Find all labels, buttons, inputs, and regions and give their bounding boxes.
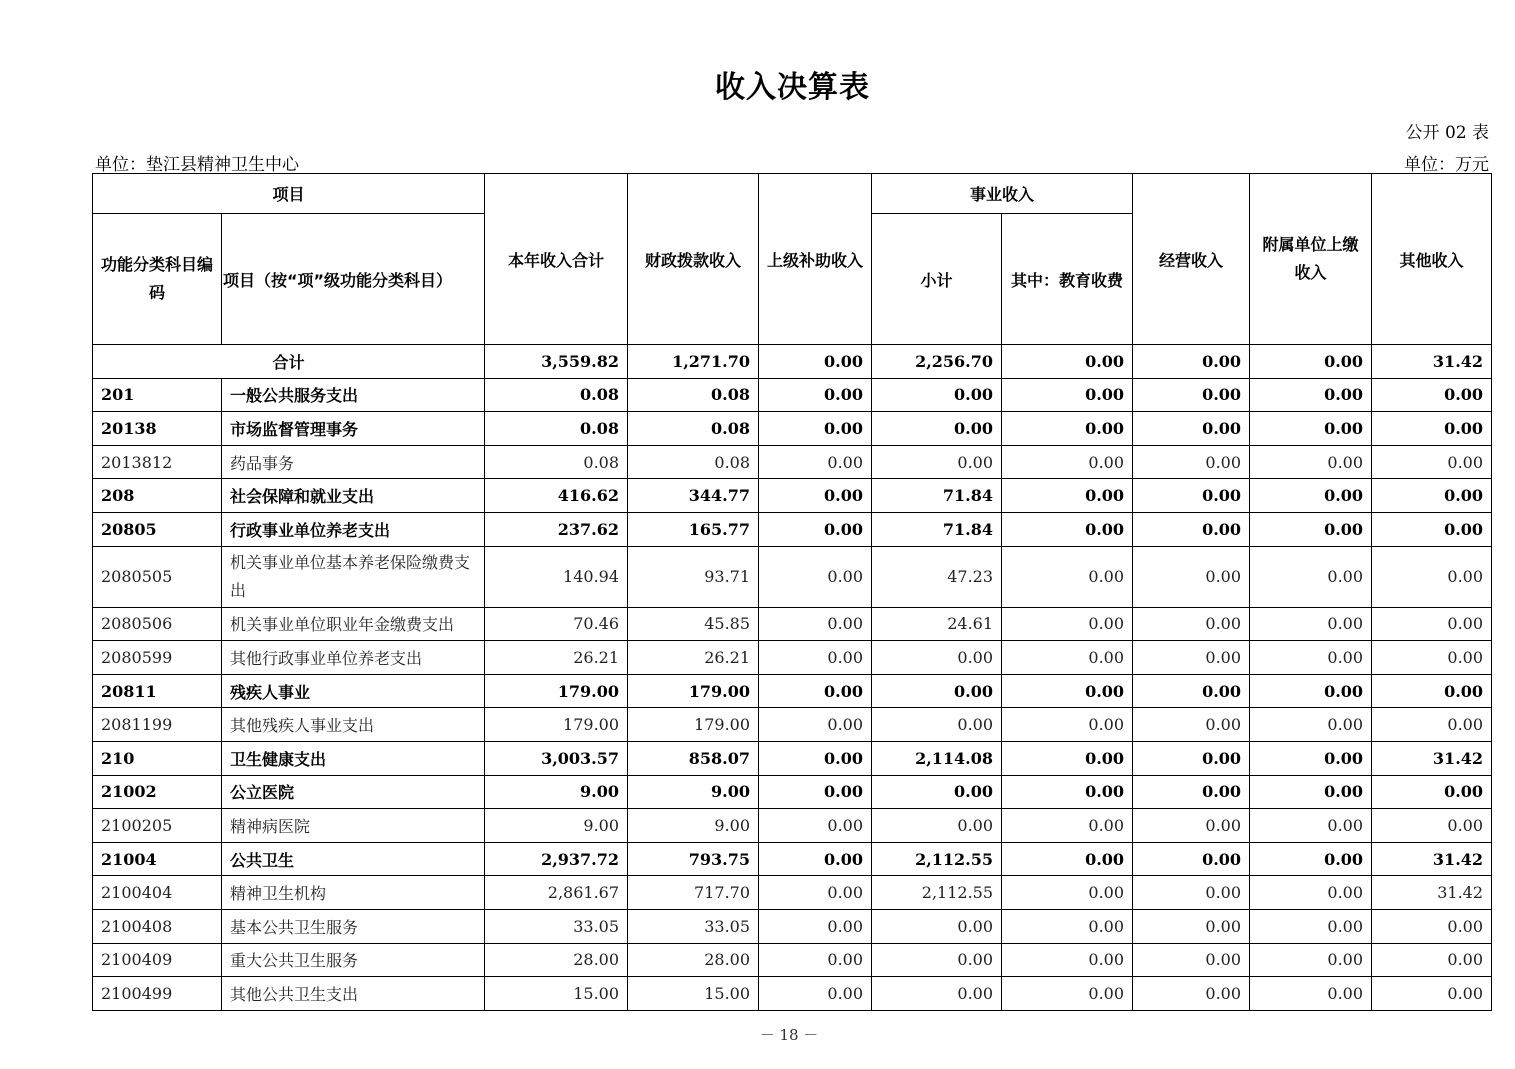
row-value: 0.00 xyxy=(1133,546,1250,607)
row-value: 0.00 xyxy=(872,412,1002,446)
row-value: 0.00 xyxy=(872,708,1002,742)
row-value: 28.00 xyxy=(485,943,628,977)
total-cell: 2,256.70 xyxy=(872,345,1002,379)
table-body xyxy=(93,345,1492,1011)
row-value: 0.00 xyxy=(1372,607,1492,641)
row-value: 0.00 xyxy=(872,943,1002,977)
row-value: 344.77 xyxy=(628,479,759,513)
row-value: 0.00 xyxy=(1002,412,1133,446)
header-project-name: 项目（按“项”级功能分类科目） xyxy=(222,214,485,345)
row-name: 一般公共服务支出 xyxy=(222,378,485,412)
row-name: 市场监督管理事务 xyxy=(222,412,485,446)
row-value: 0.00 xyxy=(1002,741,1133,775)
row-value: 0.00 xyxy=(1250,943,1372,977)
total-cell: 0.00 xyxy=(1133,345,1250,379)
row-name: 基本公共卫生服务 xyxy=(222,909,485,943)
table-row xyxy=(93,741,1492,775)
table-row xyxy=(93,977,1492,1011)
total-cell: 31.42 xyxy=(1372,345,1492,379)
row-value: 0.00 xyxy=(759,445,872,479)
row-value: 70.46 xyxy=(485,607,628,641)
row-value: 0.00 xyxy=(1002,876,1133,910)
row-value: 0.08 xyxy=(628,378,759,412)
row-value: 416.62 xyxy=(485,479,628,513)
row-value: 0.00 xyxy=(1133,641,1250,675)
row-code: 21002 xyxy=(93,775,222,809)
row-value: 0.00 xyxy=(1372,378,1492,412)
row-value: 0.00 xyxy=(1250,546,1372,607)
row-value: 0.00 xyxy=(1372,674,1492,708)
row-value: 0.00 xyxy=(1250,775,1372,809)
row-value: 2,112.55 xyxy=(872,842,1002,876)
table-row xyxy=(93,943,1492,977)
row-value: 31.42 xyxy=(1372,842,1492,876)
row-value: 0.00 xyxy=(1133,674,1250,708)
row-value: 0.00 xyxy=(1133,842,1250,876)
row-value: 0.00 xyxy=(1250,512,1372,546)
total-cell: 3,559.82 xyxy=(485,345,628,379)
row-value: 0.08 xyxy=(628,412,759,446)
row-value: 2,112.55 xyxy=(872,876,1002,910)
row-value: 0.00 xyxy=(759,977,872,1011)
row-value: 0.00 xyxy=(1250,641,1372,675)
row-code: 2080599 xyxy=(93,641,222,675)
row-value: 0.00 xyxy=(1250,708,1372,742)
table-row xyxy=(93,674,1492,708)
row-value: 0.00 xyxy=(1372,775,1492,809)
row-value: 9.00 xyxy=(628,775,759,809)
row-value: 47.23 xyxy=(872,546,1002,607)
row-value: 0.00 xyxy=(759,708,872,742)
row-value: 0.00 xyxy=(1372,445,1492,479)
row-code: 2100408 xyxy=(93,909,222,943)
currency-unit: 单位：万元 xyxy=(1404,155,1489,175)
row-value: 0.00 xyxy=(1002,479,1133,513)
row-value: 93.71 xyxy=(628,546,759,607)
row-name: 社会保障和就业支出 xyxy=(222,479,485,513)
row-value: 0.00 xyxy=(1372,708,1492,742)
row-value: 179.00 xyxy=(628,674,759,708)
row-value: 0.00 xyxy=(1002,445,1133,479)
row-value: 179.00 xyxy=(628,708,759,742)
row-name: 残疾人事业 xyxy=(222,674,485,708)
table-row xyxy=(93,378,1492,412)
row-value: 0.00 xyxy=(759,641,872,675)
header-total-income: 本年收入合计 xyxy=(485,174,628,345)
row-value: 15.00 xyxy=(628,977,759,1011)
table-row xyxy=(93,412,1492,446)
row-value: 0.00 xyxy=(1002,943,1133,977)
row-value: 0.00 xyxy=(759,512,872,546)
row-value: 45.85 xyxy=(628,607,759,641)
total-cell: 1,271.70 xyxy=(628,345,759,379)
row-value: 179.00 xyxy=(485,674,628,708)
total-row xyxy=(93,345,1492,379)
row-code: 2081199 xyxy=(93,708,222,742)
row-code: 2100499 xyxy=(93,977,222,1011)
row-name: 重大公共卫生服务 xyxy=(222,943,485,977)
row-value: 0.00 xyxy=(1133,775,1250,809)
page-title: 收入决算表 xyxy=(715,70,870,105)
row-name: 行政事业单位养老支出 xyxy=(222,512,485,546)
row-value: 0.00 xyxy=(872,378,1002,412)
row-value: 0.00 xyxy=(1372,977,1492,1011)
income-table xyxy=(92,173,1492,1011)
row-value: 0.00 xyxy=(1133,741,1250,775)
row-value: 0.00 xyxy=(1002,775,1133,809)
row-value: 31.42 xyxy=(1372,741,1492,775)
row-value: 179.00 xyxy=(485,708,628,742)
row-value: 0.00 xyxy=(1372,909,1492,943)
total-cell: 0.00 xyxy=(1002,345,1133,379)
row-value: 0.00 xyxy=(872,909,1002,943)
row-value: 0.00 xyxy=(759,775,872,809)
row-value: 0.00 xyxy=(1133,607,1250,641)
row-value: 0.00 xyxy=(1002,842,1133,876)
header-affiliate: 附属单位上缴收入 xyxy=(1250,174,1372,345)
row-value: 0.00 xyxy=(1250,479,1372,513)
row-value: 24.61 xyxy=(872,607,1002,641)
row-value: 0.00 xyxy=(1372,943,1492,977)
row-code: 201 xyxy=(93,378,222,412)
row-value: 0.00 xyxy=(1002,708,1133,742)
row-value: 0.00 xyxy=(1133,977,1250,1011)
header-project: 项目 xyxy=(93,174,485,214)
header-education-fee: 其中：教育收费 xyxy=(1002,214,1133,345)
table-row xyxy=(93,842,1492,876)
row-value: 0.00 xyxy=(1002,378,1133,412)
row-code: 208 xyxy=(93,479,222,513)
row-value: 2,114.08 xyxy=(872,741,1002,775)
row-value: 0.00 xyxy=(759,909,872,943)
row-code: 20805 xyxy=(93,512,222,546)
row-value: 9.00 xyxy=(485,809,628,843)
row-value: 15.00 xyxy=(485,977,628,1011)
row-value: 0.00 xyxy=(759,809,872,843)
table-row xyxy=(93,876,1492,910)
row-name: 其他残疾人事业支出 xyxy=(222,708,485,742)
row-value: 71.84 xyxy=(872,512,1002,546)
row-value: 0.00 xyxy=(1250,378,1372,412)
row-value: 0.00 xyxy=(1372,412,1492,446)
table-row xyxy=(93,909,1492,943)
reporting-unit: 单位：垫江县精神卫生中心 xyxy=(95,155,299,175)
header-func-code: 功能分类科目编码 xyxy=(93,214,222,345)
row-value: 0.00 xyxy=(1002,546,1133,607)
row-value: 0.00 xyxy=(1250,674,1372,708)
total-label: 合计 xyxy=(93,345,485,379)
row-value: 0.00 xyxy=(1133,412,1250,446)
row-value: 0.00 xyxy=(759,943,872,977)
table-row xyxy=(93,512,1492,546)
row-value: 0.00 xyxy=(1250,842,1372,876)
row-value: 0.00 xyxy=(1002,641,1133,675)
row-value: 0.00 xyxy=(759,674,872,708)
row-code: 2013812 xyxy=(93,445,222,479)
row-value: 2,937.72 xyxy=(485,842,628,876)
row-name: 公共卫生 xyxy=(222,842,485,876)
table-row xyxy=(93,809,1492,843)
row-value: 0.00 xyxy=(1372,512,1492,546)
row-value: 0.00 xyxy=(759,479,872,513)
row-value: 0.00 xyxy=(759,412,872,446)
form-number: 公开 02 表 xyxy=(1405,123,1489,143)
table-row xyxy=(93,546,1492,607)
row-value: 0.00 xyxy=(1250,809,1372,843)
table-row xyxy=(93,607,1492,641)
row-code: 2100404 xyxy=(93,876,222,910)
row-value: 0.00 xyxy=(1250,977,1372,1011)
row-value: 0.00 xyxy=(1250,445,1372,479)
row-name: 机关事业单位基本养老保险缴费支出 xyxy=(222,546,485,607)
row-value: 0.00 xyxy=(759,876,872,910)
row-value: 31.42 xyxy=(1372,876,1492,910)
row-value: 0.00 xyxy=(1133,809,1250,843)
row-name: 机关事业单位职业年金缴费支出 xyxy=(222,607,485,641)
row-value: 717.70 xyxy=(628,876,759,910)
row-value: 165.77 xyxy=(628,512,759,546)
header-fiscal: 财政拨款收入 xyxy=(628,174,759,345)
row-value: 0.00 xyxy=(1133,909,1250,943)
row-value: 0.00 xyxy=(759,842,872,876)
row-value: 28.00 xyxy=(628,943,759,977)
row-name: 其他公共卫生支出 xyxy=(222,977,485,1011)
total-cell: 0.00 xyxy=(1250,345,1372,379)
row-code: 2100205 xyxy=(93,809,222,843)
row-value: 0.00 xyxy=(1133,479,1250,513)
table-row xyxy=(93,775,1492,809)
row-value: 0.00 xyxy=(759,607,872,641)
header-subtotal: 小计 xyxy=(872,214,1002,345)
row-value: 0.00 xyxy=(1250,607,1372,641)
row-value: 0.00 xyxy=(872,641,1002,675)
row-value: 0.08 xyxy=(485,445,628,479)
row-value: 858.07 xyxy=(628,741,759,775)
row-name: 卫生健康支出 xyxy=(222,741,485,775)
row-name: 其他行政事业单位养老支出 xyxy=(222,641,485,675)
row-name: 精神卫生机构 xyxy=(222,876,485,910)
row-value: 9.00 xyxy=(485,775,628,809)
row-value: 0.00 xyxy=(1002,607,1133,641)
row-value: 0.00 xyxy=(1133,876,1250,910)
header-business-income: 事业收入 xyxy=(872,174,1133,214)
table-row xyxy=(93,641,1492,675)
row-code: 20811 xyxy=(93,674,222,708)
row-value: 0.00 xyxy=(759,741,872,775)
row-value: 0.08 xyxy=(628,445,759,479)
row-value: 0.00 xyxy=(1133,445,1250,479)
row-value: 33.05 xyxy=(628,909,759,943)
page-number: － 18 － xyxy=(759,1026,819,1044)
row-value: 0.00 xyxy=(1133,708,1250,742)
row-value: 0.00 xyxy=(1133,512,1250,546)
row-value: 71.84 xyxy=(872,479,1002,513)
header-operating: 经营收入 xyxy=(1133,174,1250,345)
row-value: 0.00 xyxy=(872,674,1002,708)
row-name: 药品事务 xyxy=(222,445,485,479)
row-value: 0.00 xyxy=(1250,909,1372,943)
row-value: 0.00 xyxy=(872,445,1002,479)
row-value: 0.00 xyxy=(759,546,872,607)
row-value: 0.00 xyxy=(1133,943,1250,977)
row-value: 0.08 xyxy=(485,378,628,412)
row-value: 793.75 xyxy=(628,842,759,876)
row-value: 0.00 xyxy=(872,775,1002,809)
header-other: 其他收入 xyxy=(1372,174,1492,345)
row-name: 精神病医院 xyxy=(222,809,485,843)
row-value: 0.00 xyxy=(1002,809,1133,843)
table-row xyxy=(93,445,1492,479)
row-value: 0.00 xyxy=(1133,378,1250,412)
row-value: 9.00 xyxy=(628,809,759,843)
row-code: 21004 xyxy=(93,842,222,876)
row-value: 0.00 xyxy=(1002,512,1133,546)
row-code: 2100409 xyxy=(93,943,222,977)
row-value: 0.00 xyxy=(1250,412,1372,446)
row-code: 20138 xyxy=(93,412,222,446)
row-value: 237.62 xyxy=(485,512,628,546)
row-value: 0.00 xyxy=(1250,741,1372,775)
row-value: 0.00 xyxy=(1372,809,1492,843)
row-value: 26.21 xyxy=(628,641,759,675)
row-value: 3,003.57 xyxy=(485,741,628,775)
row-value: 0.00 xyxy=(1372,641,1492,675)
table-row xyxy=(93,479,1492,513)
row-value: 0.00 xyxy=(759,378,872,412)
row-value: 0.08 xyxy=(485,412,628,446)
row-value: 0.00 xyxy=(872,977,1002,1011)
table-row xyxy=(93,708,1492,742)
row-value: 2,861.67 xyxy=(485,876,628,910)
row-code: 210 xyxy=(93,741,222,775)
row-value: 0.00 xyxy=(872,809,1002,843)
row-code: 2080506 xyxy=(93,607,222,641)
row-value: 26.21 xyxy=(485,641,628,675)
header-superior-subsidy: 上级补助收入 xyxy=(759,174,872,345)
row-value: 0.00 xyxy=(1002,977,1133,1011)
row-code: 2080505 xyxy=(93,546,222,607)
row-value: 0.00 xyxy=(1372,479,1492,513)
row-value: 33.05 xyxy=(485,909,628,943)
row-value: 0.00 xyxy=(1002,909,1133,943)
row-value: 140.94 xyxy=(485,546,628,607)
row-value: 0.00 xyxy=(1002,674,1133,708)
total-cell: 0.00 xyxy=(759,345,872,379)
row-value: 0.00 xyxy=(1250,876,1372,910)
row-value: 0.00 xyxy=(1372,546,1492,607)
row-name: 公立医院 xyxy=(222,775,485,809)
